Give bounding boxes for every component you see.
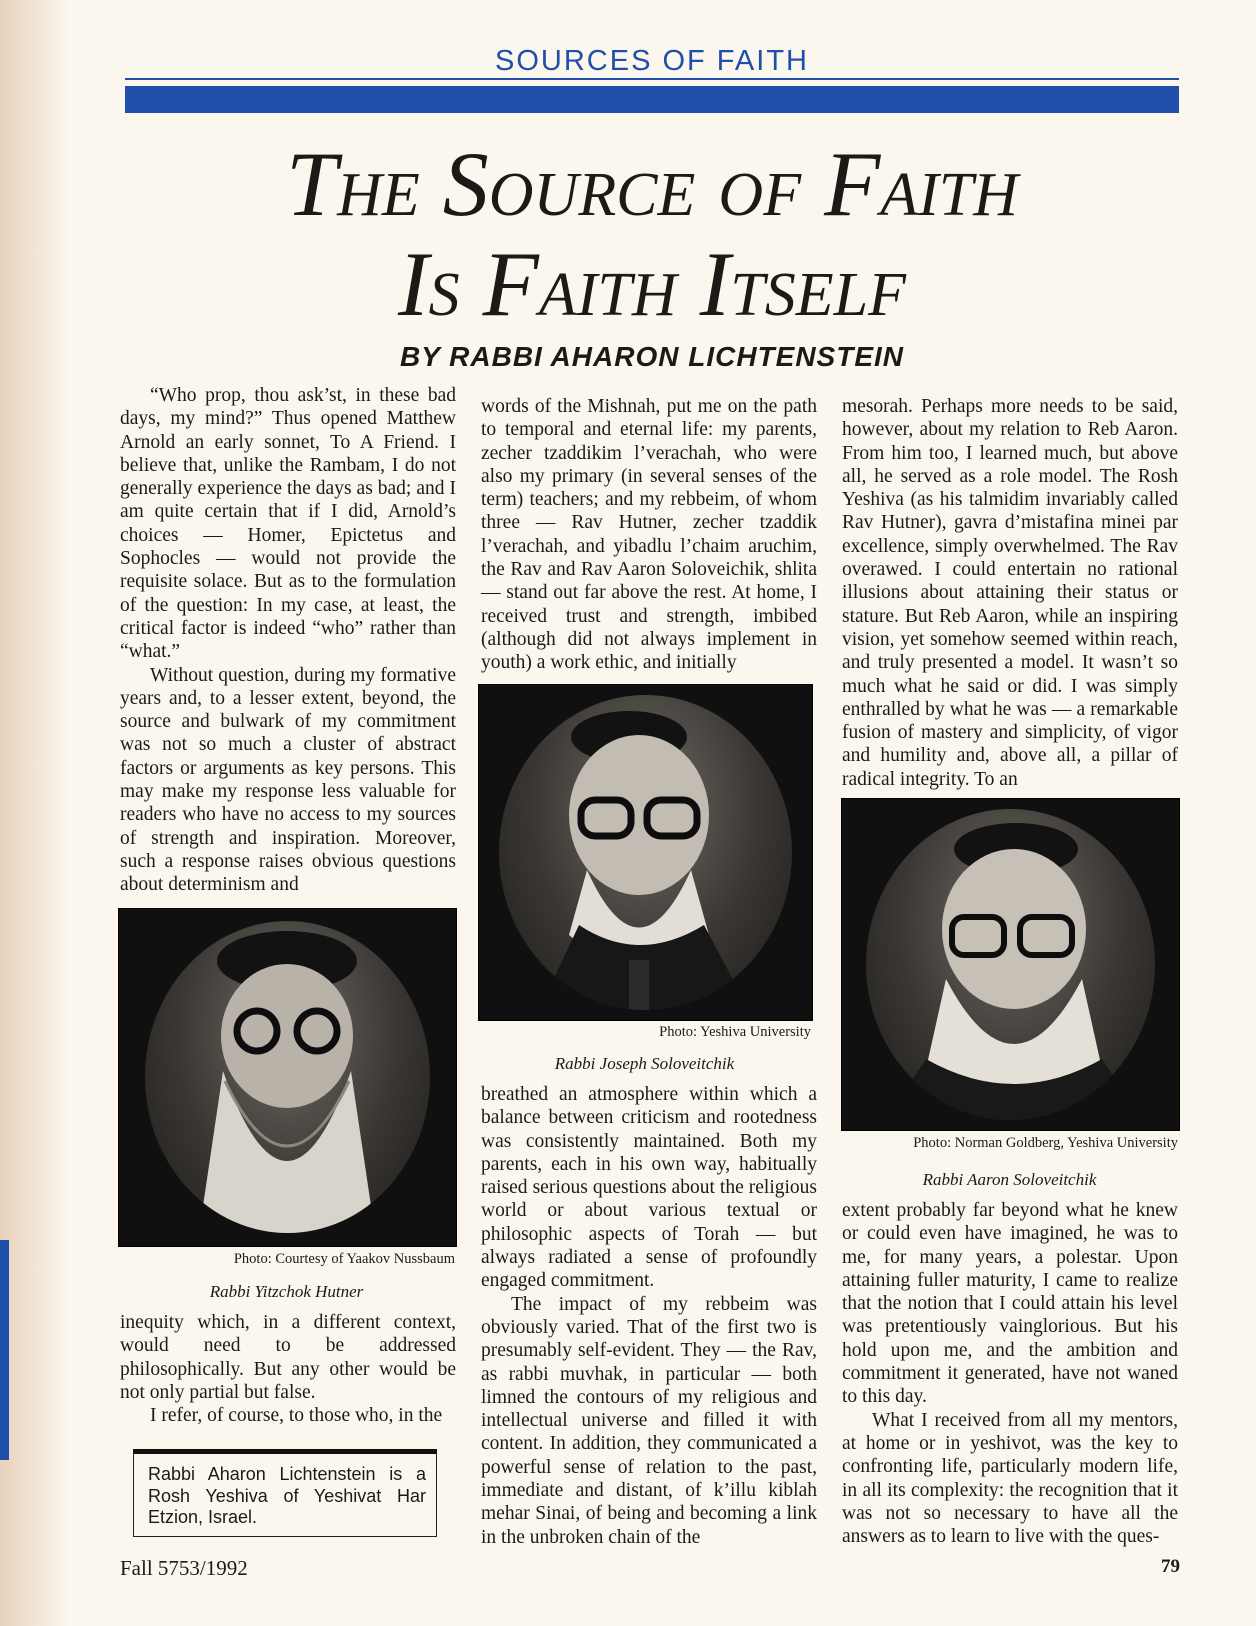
paragraph: “Who prop, thou ask’st, in these bad days, my mind?” Thus opened Matthew Arnold an early sonnet, To A Friend. I believe that, unlike the Rambam, I do not generally experience the days as bad; and I am quite certain that if I did, Arnold’s choices — Homer, Epictetus and Sophocles — would not provide the requisite solace. But as to the formulation of the question: In my case, at least, the critical factor is indeed “who” rather than “what.” <box>120 385 456 663</box>
column-1-top <box>120 384 456 897</box>
photo-caption: Rabbi Aaron Soloveitchik <box>922 1170 1097 1189</box>
column-2-top <box>481 395 817 675</box>
column-3-bottom <box>842 1199 1178 1548</box>
paragraph: The impact of my rebbeim was obviously varied. That of the first two is presumably self-evident. They — the Rav, as rabbi muvhak, in particular — both limned the contours of my religious and intellectual universe and filled it with content. In addition, they communicated a powerful sense of relation to the past, immediate and distant, of k’illu kiblah mehar Sinai, of being and becoming a link in the unbroken chain of the <box>481 1293 817 1548</box>
photo-hutner <box>118 908 457 1247</box>
portrait-illustration <box>145 921 430 1233</box>
author-bio-box <box>133 1449 437 1537</box>
byline: BY RABBI AHARON LICHTENSTEIN <box>399 341 904 372</box>
paragraph: I refer, of course, to those who, in the <box>150 1405 443 1427</box>
column-2-bottom <box>481 1083 817 1549</box>
article-title-line-1: THE SOURCE OF FAITH <box>285 133 1019 235</box>
portrait-oval <box>145 921 430 1233</box>
portrait-illustration <box>866 809 1155 1120</box>
page-edge-shadow <box>0 0 70 1626</box>
portrait-oval <box>866 809 1155 1120</box>
paragraph: words of the Mishnah, put me on the path to temporal and eternal life: my parents, zecher tzaddikim l’verachah, who were also my primary (in several senses of the term) teachers; and my rebbeim, of whom three — Rav Hutner, zecher tzaddik l’verachah, and yibadlu l’chaim aruchim, the Rav and Rav Aaron Soloveichik, shlita — stand out far above the rest. At home, I received trust and strength, imbibed (although did not always implement in youth) a work ethic, and initially <box>481 396 817 674</box>
photo-credit: Photo: Norman Goldberg, Yeshiva University <box>913 1135 1178 1151</box>
issue-date: Fall 5753/1992 <box>120 1556 248 1580</box>
photo-caption: Rabbi Joseph Soloveitchik <box>554 1054 735 1073</box>
paragraph: mesorah. Perhaps more needs to be said, however, about my relation to Reb Aaron. From him too, I learned much, but above all, he served as a role model. The Rosh Yeshiva (as his talmidim invariably called Rav Hutner), gavra d’mistafina minei par excellence, simply overwhelmed. The Rav overawed. I could entertain no rational illusions about attaining their status or stature. But Reb Aaron, while an inspiring vision, yet somehow seemed within reach, and truly presented a model. It wasn’t so much what he said or did. I was simply enthralled by what he was — a remarkable fusion of mastery and simplicity, of vigor and humility and, above all, a pillar of radical integrity. To an <box>842 396 1178 790</box>
photo-joseph-soloveitchik <box>478 684 813 1021</box>
header-rule-thick <box>125 86 1179 113</box>
paragraph: What I received from all my mentors, at home or in yeshivot, was the key to confronting life, particularly modern life, in all its complexity: the recognition that it was not so necessary to have all the answers as to learn to live with the ques- <box>842 1409 1178 1548</box>
page-number: 79 <box>1161 1556 1180 1577</box>
column-3-top <box>842 395 1178 791</box>
photo-aaron-soloveitchik <box>841 798 1180 1131</box>
paragraph: extent probably far beyond what he knew or could even have imagined, he was to me, for many years, a polestar. Upon attaining fuller maturity, I came to realize that the notion that I could attain his level was pretentiously vainglorious. But his hold upon me, and the ambition and commitment it generated, have not waned to this day. <box>842 1200 1178 1408</box>
portrait-illustration <box>499 695 792 1010</box>
photo-credit: Photo: Yeshiva University <box>659 1024 811 1040</box>
portrait-oval <box>499 695 792 1010</box>
header-rule-thin <box>125 78 1179 80</box>
photo-caption: Rabbi Yitzchok Hutner <box>209 1282 364 1301</box>
section-label: SOURCES OF FAITH <box>495 45 809 77</box>
paragraph: breathed an atmosphere within which a balance between criticism and rootedness was consistently maintained. Both my parents, each in his own way, habitually raised serious questions about the religious world or about various textual or philosophic aspects of Torah — but always radiated a sense of profoundly engaged commitment. <box>481 1084 817 1292</box>
photo-credit: Photo: Courtesy of Yaakov Nussbaum <box>233 1251 455 1267</box>
paragraph: inequity which, in a different context, would need to be addressed philosophically. But any other would be not only partial but false. <box>120 1312 456 1403</box>
paragraph: Without question, during my formative years and, to a lesser extent, beyond, the source and bulwark of my commitment was not so much a cluster of abstract factors or arguments as key persons. This may make my response less valuable for readers who have no access to my sources of strength and inspiration. Moreover, such a response raises obvious questions about determinism and <box>120 664 456 896</box>
edge-color-tab <box>0 1240 9 1460</box>
author-bio: Rabbi Aharon Lichtenstein is a Rosh Yeshiva of Yeshivat Har Etzion, Israel. <box>148 1464 426 1527</box>
column-1-bottom <box>120 1311 456 1427</box>
article-title-line-2: IS FAITH ITSELF <box>398 233 906 335</box>
